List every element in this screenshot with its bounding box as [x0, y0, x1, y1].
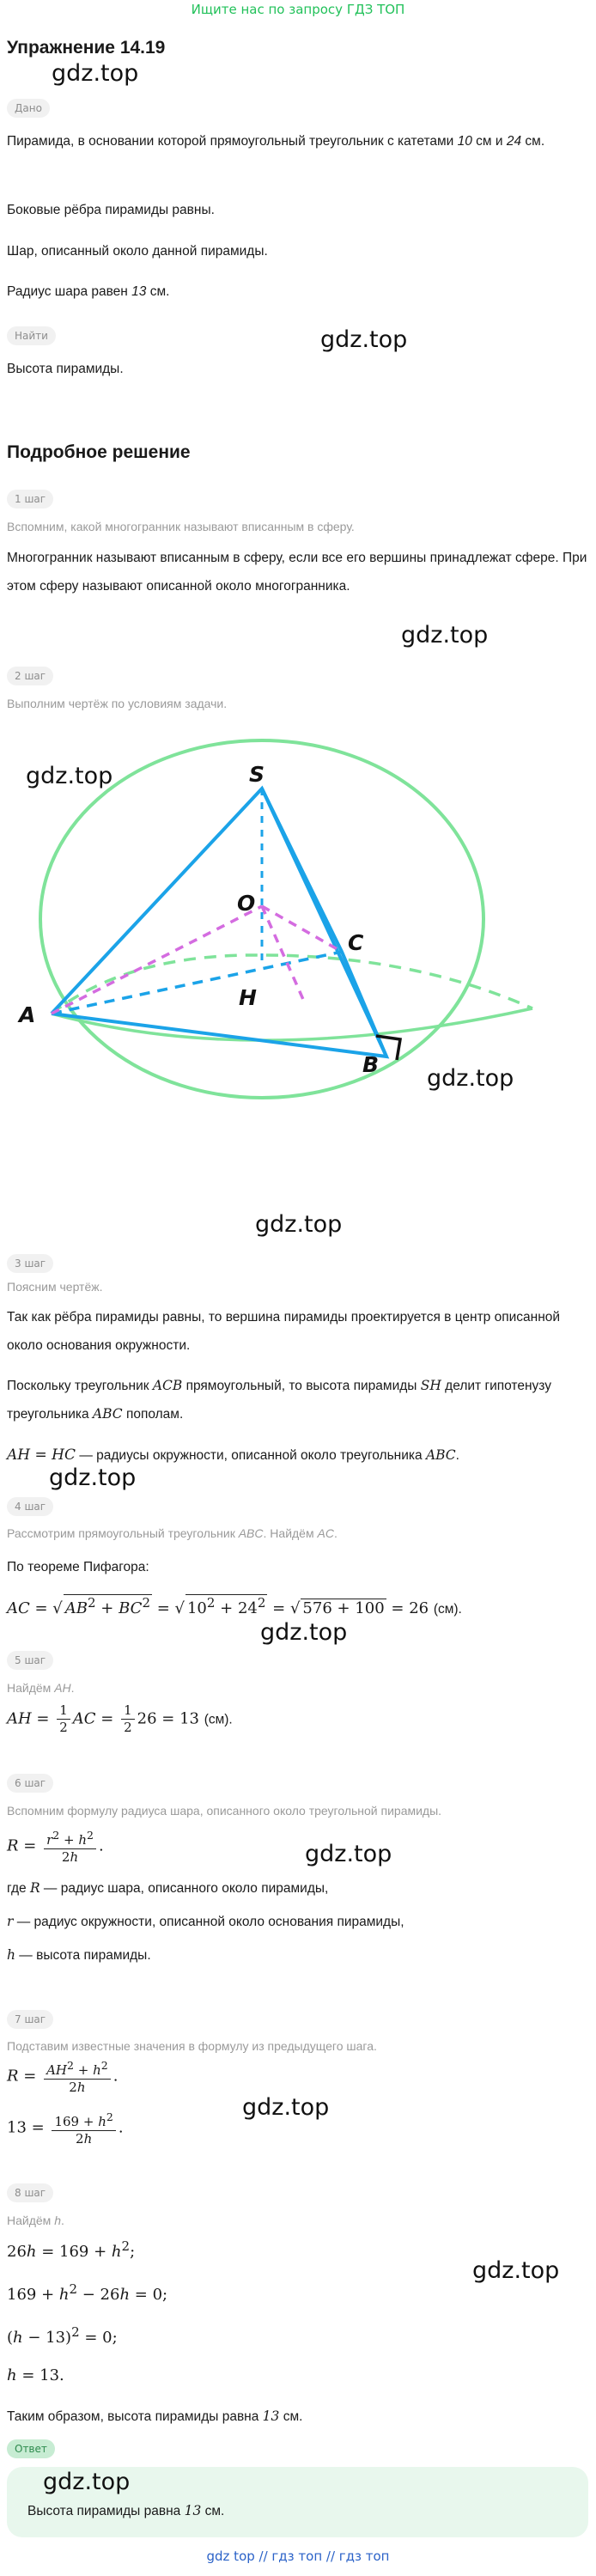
step7-hint: Подставим известные значения в формулу из предыдущего шага.: [7, 2039, 377, 2053]
given-line-1: Пирамида, в основании которой прямоугольный треугольник с катетами 10 см и 24 см.: [7, 134, 545, 149]
point-H: H: [239, 985, 257, 1010]
vertex-C: C: [348, 930, 364, 955]
watermark: gdz.top: [52, 60, 139, 87]
watermark: gdz.top: [255, 1211, 343, 1238]
watermark: gdz.top: [401, 622, 489, 649]
given-line-4: Радиус шара равен 13 см.: [7, 284, 170, 299]
vertex-A: A: [19, 1002, 36, 1027]
find-text: Высота пирамиды.: [7, 362, 124, 376]
step6-line-3: h — высота пирамиды.: [7, 1947, 151, 1963]
watermark: gdz.top: [49, 1465, 137, 1491]
center-O: O: [237, 891, 256, 916]
step3-text-1: Так как рёбра пирамиды равны, то вершина пирамиды проектируется в центр описанной около основания окружности.: [7, 1310, 561, 1353]
step3-hint: Поясним чертёж.: [7, 1280, 103, 1294]
equation-1: $26h = 169 + h^2$;: [7, 2238, 136, 2261]
substitution-1: R = $\frac{AH^2 + h^2}{2h}$ .: [7, 2059, 119, 2095]
vertex-B: B: [362, 1052, 380, 1077]
substitution-2: 13 = $\frac{169 + h^2}{2h}$ .: [7, 2110, 124, 2147]
step2-hint: Выполним чертёж по условиям задачи.: [7, 697, 228, 710]
top-search-link[interactable]: Ищите нас по запросу ГДЗ ТОП: [191, 2, 405, 17]
step4-text: По теореме Пифагора:: [7, 1560, 149, 1574]
conclusion: Таким образом, высота пирамиды равна 13 см.: [7, 2409, 303, 2424]
step7-badge: 7 шаг: [7, 2010, 53, 2029]
watermark: gdz.top: [260, 1619, 348, 1646]
given-line-3: Шар, описанный около данной пирамиды.: [7, 244, 268, 259]
step1-badge: 1 шаг: [7, 490, 53, 509]
step2-badge: 2 шаг: [7, 667, 53, 685]
step5-hint: Найдём AH.: [7, 1681, 75, 1695]
step5-badge: 5 шаг: [7, 1651, 53, 1670]
step1-hint: Вспомним, какой многогранник называют вписанным в сферу.: [7, 520, 355, 533]
equation-3: $(h - 13)^2 = 0$;: [7, 2324, 118, 2347]
ah-formula: AH = $\frac{1}{2}$ AC = $\frac{1}{2}$ 26 = 13 (см).: [7, 1702, 233, 1735]
solution-title: Подробное решение: [7, 442, 191, 462]
step6-hint: Вспомним формулу радиуса шара, описанного около треугольной пирамиды.: [7, 1804, 442, 1818]
watermark: gdz.top: [320, 326, 408, 353]
step4-hint: Рассмотрим прямоугольный треугольник ABC. Найдём AC.: [7, 1526, 338, 1540]
watermark: gdz.top: [43, 2469, 131, 2495]
vertex-S: S: [249, 762, 265, 787]
step1-text: Многогранник называют вписанным в сферу, если все его вершины принадлежат сфере. При этом сферу называют описанной около многогранника.: [7, 551, 587, 594]
given-badge: Дано: [7, 99, 50, 118]
step6-line-2: r — радиус окружности, описанной около основания пирамиды,: [7, 1914, 404, 1929]
step8-hint: Найдём h.: [7, 2214, 64, 2227]
pyramid-drawing: [0, 730, 596, 1117]
radius-formula: R = $\frac{r^2 + h^2}{2h}$ .: [7, 1829, 104, 1865]
step3-badge: 3 шаг: [7, 1254, 53, 1273]
answer-text: Высота пирамиды равна 13 см.: [27, 2503, 225, 2518]
step6-badge: 6 шаг: [7, 1774, 53, 1793]
given-line-2: Боковые рёбра пирамиды равны.: [7, 203, 215, 217]
find-badge: Найти: [7, 326, 56, 345]
step4-badge: 4 шаг: [7, 1497, 53, 1516]
step6-line-1: где R — радиус шара, описанного около пирамиды,: [7, 1880, 329, 1896]
watermark: gdz.top: [305, 1841, 392, 1867]
watermark: gdz.top: [427, 1065, 514, 1092]
footer-links[interactable]: gdz top // гдз топ // гдз топ: [206, 2549, 390, 2564]
watermark: gdz.top: [472, 2257, 560, 2284]
watermark: gdz.top: [242, 2094, 330, 2121]
pythagoras-formula: AC = √ $AB^2 + BC^2$ = √ $10^2 + 24^2$ = √ 576 + 100 = 26 (см).: [7, 1595, 462, 1617]
step3-text-2: Поскольку треугольник ACB прямоугольный, то высота пирамиды SH делит гипотенузу треугольника ABC пополам.: [7, 1378, 551, 1422]
answer-badge: Ответ: [7, 2439, 55, 2458]
step3-text-3: AH = HC — радиусы окружности, описанной около треугольника ABC.: [7, 1446, 459, 1464]
equation-4: h = 13.: [7, 2366, 64, 2384]
equation-2: $169 + h^2 - 26h = 0$;: [7, 2281, 168, 2304]
watermark: gdz.top: [26, 763, 113, 789]
step8-badge: 8 шаг: [7, 2183, 53, 2202]
page-title: Упражнение 14.19: [7, 38, 166, 58]
